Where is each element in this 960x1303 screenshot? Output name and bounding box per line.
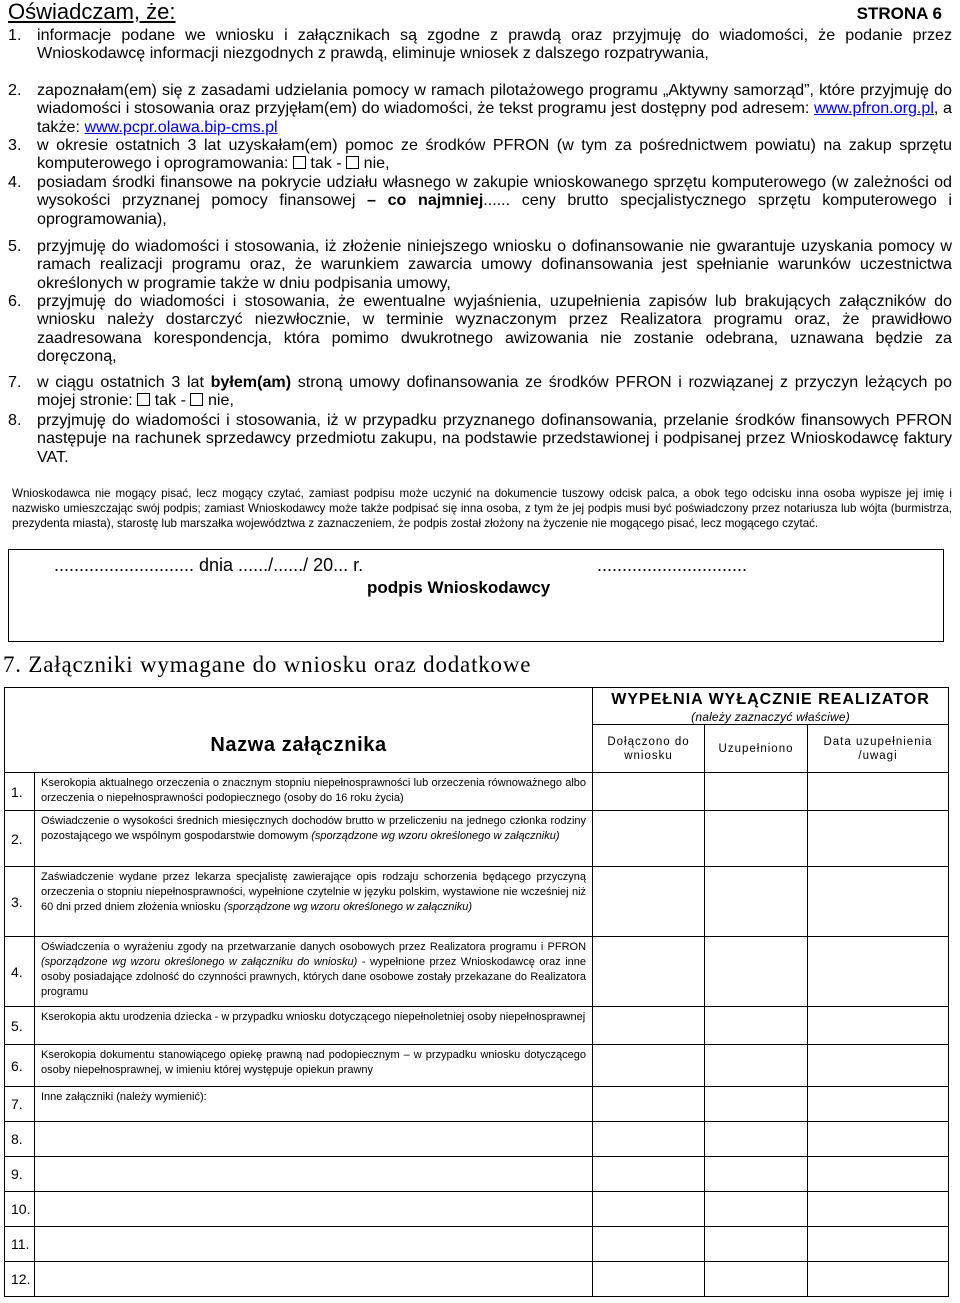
cell-completed[interactable] <box>705 1157 808 1192</box>
row-number: 4. <box>5 937 35 1007</box>
checkbox-tak[interactable] <box>137 393 150 406</box>
declaration-item <box>8 26 952 81</box>
table-row <box>5 1007 949 1045</box>
realizator-title: WYPEŁNIA WYŁĄCZNIE REALIZATOR <box>611 691 930 708</box>
option-label: nie, <box>363 154 390 173</box>
declaration-text: przyjmuję do wiadomości i stosowania, iż w przypadku przyznanego dofinansowania, przelanie środków finansowych PFRON następuje na rachunek sprzedawcy przedmiotu zakupu, na podstawie przedstawionej i podpisanej przez Wnioskodawcę faktury VAT. <box>37 411 952 466</box>
attachment-text: Kserokopia dokumentu stanowiącego opiekę prawną nad podopiecznym – w przypadku wniosku dotyczącego osoby niepełnosprawnej, w imieniu której występuje opiekun prawny <box>41 1049 587 1076</box>
row-number: 10. <box>5 1192 35 1227</box>
row-number: 11. <box>5 1227 35 1262</box>
attachment-name[interactable] <box>35 1157 593 1192</box>
attachment-text: - wypełnione przez Wnioskodawcę oraz inne osoby posiadające zdolność do czynności prawnych, których dane osobowe zostały przekazane do Realizatora programu <box>41 956 587 998</box>
section-title: 7. Załączniki wymagane do wniosku oraz dodatkowe <box>3 652 532 677</box>
column-header-name: Nazwa załącznika <box>5 688 593 773</box>
table-row <box>5 811 949 867</box>
signature-line: .............................. <box>597 555 748 575</box>
cell-date[interactable] <box>808 1122 949 1157</box>
declaration-text: przyjmuję do wiadomości i stosowania, że ewentualne wyjaśnienia, uzupełnienia zapisów lub brakujących załączników do wniosku należy dostarczyć niezwłocznie, w terminie wyznaczonym przez Realizatora programu oraz, że prawidłowo zaadresowana korespondencja, która pomimo dwukrotnego awizowania nie zostanie odebrana, uznawana będzie za doręczoną, <box>37 292 952 365</box>
declaration-title: Oświadczam, że: <box>8 0 176 24</box>
cell-completed[interactable] <box>705 937 808 1007</box>
cell-date[interactable] <box>808 1045 949 1087</box>
declaration-item <box>8 173 952 237</box>
attachment-text: Kserokopia aktu urodzenia dziecka - w przypadku wniosku dotyczącego niepełnoletniej osoby niepełnosprawnej <box>41 1011 586 1023</box>
cell-attached[interactable] <box>593 1262 705 1297</box>
cell-attached[interactable] <box>593 1122 705 1157</box>
cell-attached[interactable] <box>593 1157 705 1192</box>
signature-label: podpis Wnioskodawcy <box>367 578 551 597</box>
attachment-name[interactable] <box>35 1122 593 1157</box>
cell-attached[interactable] <box>593 1007 705 1045</box>
cell-completed[interactable] <box>705 1087 808 1122</box>
table-row <box>5 1087 949 1122</box>
attachment-text: Oświadczenie o wysokości średnich miesięcznych dochodów brutto w przeliczeniu na jednego członka rodziny pozostającego we wspólnym gospodarstwie domowym <box>41 815 587 842</box>
declaration-text: informacje podane we wniosku i załącznikach są zgodne z prawdą oraz przyjmuję do wiadomości, że podanie przez Wnioskodawcę informacji niezgodnych z prawdą, eliminuje wniosek z dalszego rozpatrywania, <box>37 26 952 63</box>
row-number: 6. <box>5 1045 35 1087</box>
cell-date[interactable] <box>808 1087 949 1122</box>
dash: – <box>367 191 376 210</box>
cell-date[interactable] <box>808 1157 949 1192</box>
table-header-row <box>5 688 949 725</box>
attachment-name <box>35 773 593 811</box>
checkbox-tak[interactable] <box>293 156 306 169</box>
option-label: tak - <box>310 154 342 173</box>
declaration-text: w okresie ostatnich 3 lat uzyskałam(em) pomoc ze środków PFRON (w tym za pośrednictwem powiatu) na zakup sprzętu komputerowego i oprogramowania: <box>37 136 952 173</box>
cell-completed[interactable] <box>705 811 808 867</box>
row-number: 1. <box>5 773 35 811</box>
cell-date[interactable] <box>808 1262 949 1297</box>
table-row <box>5 1227 949 1262</box>
declaration-item <box>8 237 952 292</box>
declaration-number: 3. <box>8 136 22 154</box>
attachment-name[interactable] <box>35 1192 593 1227</box>
cell-completed[interactable] <box>705 867 808 937</box>
signature-date: ............................ dnia ....../....../ 20... r. <box>54 555 364 575</box>
table-row <box>5 1122 949 1157</box>
realizator-header <box>593 688 949 725</box>
row-number: 12. <box>5 1262 35 1297</box>
attachment-text: Oświadczenia o wyrażeniu zgody na przetwarzanie danych osobowych przez Realizatora programu i PFRON <box>41 941 587 953</box>
declaration-number: 2. <box>8 81 22 99</box>
realizator-subtitle: (należy zaznaczyć właściwe) <box>691 710 850 724</box>
row-number: 3. <box>5 867 35 937</box>
attachment-name <box>35 1045 593 1087</box>
table-row <box>5 773 949 811</box>
declaration-text: ...... ceny brutto specjalistycznego sprzętu komputerowego i oprogramowania), <box>37 191 952 228</box>
pcpr-link[interactable]: www.pcpr.olawa.bip-cms.pl <box>84 117 278 136</box>
attachment-name <box>35 1087 593 1122</box>
table-row <box>5 1045 949 1087</box>
attachment-text: Kserokopia aktualnego orzeczenia o znacznym stopniu niepełnosprawności lub orzeczenia równoważnego albo orzeczenia o niepełnosprawności podopiecznego (osoby do 16 roku życia) <box>41 777 587 804</box>
attachment-text: Zaświadczenie wydane przez lekarza specjalistę zawierające opis rodzaju schorzenia będącego przyczyną orzeczenia o stopniu niepełnosprawności, wypełnione czytelnie w języku polskim, wystawione nie wcześniej niż 60 dni przed dniem złożenia wniosku <box>41 871 587 913</box>
cell-completed[interactable] <box>705 1122 808 1157</box>
pfron-link[interactable]: www.pfron.org.pl <box>814 99 934 118</box>
attachment-italic: (sporządzone wg wzoru określonego w załączniku do wniosku) <box>41 956 358 968</box>
row-number: 2. <box>5 811 35 867</box>
cell-date[interactable] <box>808 811 949 867</box>
declaration-number: 4. <box>8 173 22 191</box>
declaration-number: 8. <box>8 411 22 429</box>
checkbox-nie[interactable] <box>346 156 359 169</box>
page-header <box>8 0 952 26</box>
declaration-number: 7. <box>8 373 22 391</box>
declaration-item <box>8 81 952 136</box>
cell-completed[interactable] <box>705 1045 808 1087</box>
cell-date[interactable] <box>808 1007 949 1045</box>
cell-date[interactable] <box>808 773 949 811</box>
column-header-completed: Uzupełniono <box>705 725 808 773</box>
column-header-attached: Dołączono do wniosku <box>593 725 705 773</box>
cell-completed[interactable] <box>705 1192 808 1227</box>
table-row <box>5 867 949 937</box>
option-label: nie, <box>207 391 234 410</box>
option-label: tak - <box>154 391 186 410</box>
table-row <box>5 1157 949 1192</box>
attachment-name[interactable] <box>35 1262 593 1297</box>
row-number: 7. <box>5 1087 35 1122</box>
cell-attached[interactable] <box>593 937 705 1007</box>
declaration-text: stroną umowy dofinansowania ze środków PFRON i rozwiązanej z przyczyn leżących po mojej stronie: <box>37 373 952 410</box>
cell-completed[interactable] <box>705 1227 808 1262</box>
cell-date[interactable] <box>808 1227 949 1262</box>
declaration-text: zapoznałam(em) się z zasadami udzielania pomocy w ramach pilotażowego programu „Aktywny samorząd”, które przyjmuję do wiadomości i stosowania oraz przyjęłam(em) do wiadomości, że tekst programu jest dostępny pod adresem: <box>37 81 952 118</box>
cell-attached[interactable] <box>593 1227 705 1262</box>
row-number: 5. <box>5 1007 35 1045</box>
cell-attached[interactable] <box>593 1087 705 1122</box>
cell-date[interactable] <box>808 867 949 937</box>
cell-attached[interactable] <box>593 867 705 937</box>
cell-attached[interactable] <box>593 773 705 811</box>
row-number: 8. <box>5 1122 35 1157</box>
page-number: STRONA 6 <box>856 4 942 23</box>
declarations-list <box>8 26 952 466</box>
attachment-italic: (sporządzone wg wzoru określonego w załączniku) <box>311 830 560 842</box>
row-number: 9. <box>5 1157 35 1192</box>
attachment-italic: (sporządzone wg wzoru określonego w załączniku) <box>223 901 473 913</box>
table-row <box>5 1192 949 1227</box>
declaration-item <box>8 292 952 373</box>
signature-note: Wnioskodawca nie mogący pisać, lecz mogący czytać, zamiast podpisu może uczynić na dokumencie tuszowy odcisk palca, a obok tego odcisku inna osoba wypisze jej imię i nazwisko umieszczając swój podpis; zamiast Wnioskodawcy może także podpisać się inna osoba, z tym że jej podpis musi być poświadczony przez notariusza lub wójta (burmistrza, prezydenta miasta), starostę lub marszałka województwa z zaznaczeniem, że podpis został złożony na życzenie nie mogącego pisać, lecz mogącego czytać. <box>12 487 952 530</box>
cell-completed[interactable] <box>705 773 808 811</box>
attachment-name <box>35 811 593 867</box>
checkbox-nie[interactable] <box>190 393 203 406</box>
declaration-text: przyjmuję do wiadomości i stosowania, iż złożenie niniejszego wniosku o dofinansowanie nie gwarantuje uzyskania pomocy w ramach realizacji programu oraz, że warunkiem zawarcia umowy dofinansowania jest spełnianie warunków uczestnictwa określonych w programie także w dniu podpisania umowy, <box>37 237 952 292</box>
attachment-text: Inne załączniki (należy wymienić): <box>41 1091 207 1103</box>
column-header-date: Data uzupełnienia /uwagi <box>808 725 949 773</box>
declaration-text: w ciągu ostatnich 3 lat <box>37 373 204 391</box>
declaration-text: posiadam środki finansowe na pokrycie udziału własnego w zakupie wnioskowanego sprzętu komputerowego (w zależności od wysokości przyznanej pomocy finansowej <box>37 173 952 210</box>
attachment-name <box>35 867 593 937</box>
declaration-bold: co najmniej <box>387 191 484 210</box>
cell-date[interactable] <box>808 1192 949 1227</box>
cell-attached[interactable] <box>593 1045 705 1087</box>
declaration-item <box>8 136 952 173</box>
declaration-item <box>8 373 952 411</box>
declaration-text: , a także: <box>37 99 952 136</box>
table-row <box>5 1262 949 1297</box>
declaration-number: 6. <box>8 292 22 310</box>
cell-completed[interactable] <box>705 1007 808 1045</box>
attachment-name <box>35 1007 593 1045</box>
table-row <box>5 937 949 1007</box>
cell-date[interactable] <box>808 937 949 1007</box>
declaration-bold: byłem(am) <box>210 373 292 391</box>
cell-completed[interactable] <box>705 1262 808 1297</box>
declaration-number: 5. <box>8 237 22 255</box>
declaration-item <box>8 411 952 466</box>
declaration-number: 1. <box>8 26 22 44</box>
attachments-table <box>4 687 949 1297</box>
cell-attached[interactable] <box>593 1192 705 1227</box>
cell-attached[interactable] <box>593 811 705 867</box>
attachment-name <box>35 937 593 1007</box>
signature-box[interactable] <box>8 549 944 642</box>
attachment-name[interactable] <box>35 1227 593 1262</box>
